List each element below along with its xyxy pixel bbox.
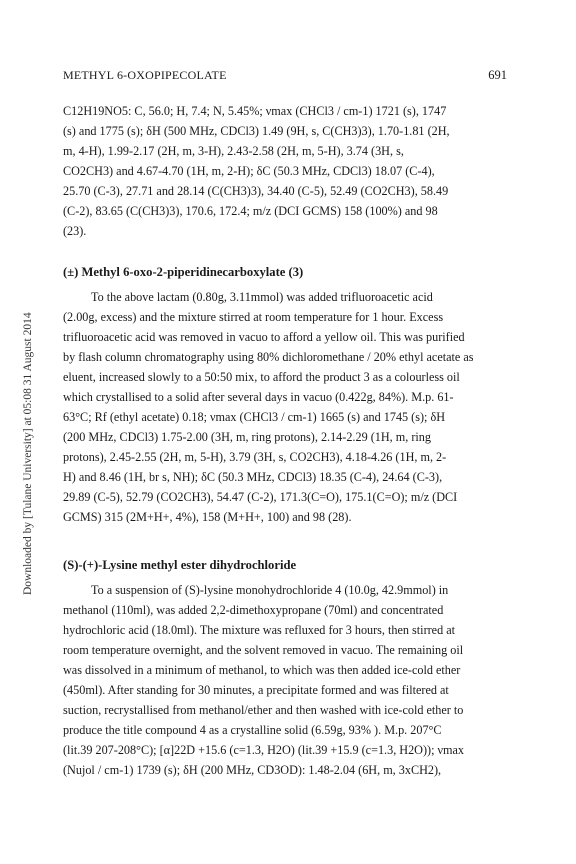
text-line: 29.89 (C-5), 52.79 (CO2CH3), 54.47 (C-2), 171.3(C=O), 175.1(C=O); m/z (DCI: [63, 490, 458, 504]
text-line: To the above lactam (0.80g, 3.11mmol) was added trifluoroacetic acid: [91, 290, 433, 304]
text-line: suction, recrystallised from methanol/ether and then washed with ice-cold ether to: [63, 703, 464, 717]
text-line: 63°C; Rf (ethyl acetate) 0.18; νmax (CHCl3 / cm-1) 1665 (s) and 1745 (s); δH: [63, 410, 446, 424]
text-line: To a suspension of (S)-lysine monohydrochloride 4 (10.0g, 42.9mmol) in: [91, 583, 449, 597]
procedure-paragraph-1: [63, 287, 507, 527]
text-line: H) and 8.46 (1H, br s, NH); δC (50.3 MHz, CDCl3) 18.35 (C-4), 24.64 (C-3),: [63, 470, 443, 484]
text-line: (Nujol / cm-1) 1739 (s); δH (200 MHz, CD3OD): 1.48-2.04 (6H, m, 3xCH2),: [63, 763, 442, 777]
text-line: 25.70 (C-3), 27.71 and 28.14 (C(CH3)3), 34.40 (C-5), 52.49 (CO2CH3), 58.49: [63, 184, 449, 198]
download-watermark: Downloaded by [Tulane University] at 05:08 31 August 2014: [22, 312, 34, 595]
text-line: was dissolved in a minimum of methanol, to which was then added ice-cold ether: [63, 663, 461, 677]
text-line: (23).: [63, 224, 87, 238]
text-line: GCMS) 315 (2M+H+, 4%), 158 (M+H+, 100) and 98 (28).: [63, 510, 352, 524]
text-line: protons), 2.45-2.55 (2H, m, 5-H), 3.79 (3H, s, CO2CH3), 4.18-4.26 (1H, m, 2-: [63, 450, 447, 464]
text-line: produce the title compound 4 as a crystalline solid (6.59g, 93% ). M.p. 207°C: [63, 723, 442, 737]
text-line: (200 MHz, CDCl3) 1.75-2.00 (3H, m, ring protons), 2.14-2.29 (1H, m, ring: [63, 430, 431, 444]
text-line: (C-2), 83.65 (C(CH3)3), 170.6, 172.4; m/z (DCI GCMS) 158 (100%) and 98: [63, 204, 438, 218]
text-line: C12H19NO5: C, 56.0; H, 7.4; N, 5.45%; νmax (CHCl3 / cm-1) 1721 (s), 1747: [63, 104, 447, 118]
text-line: (lit.39 207-208°C); [α]22D +15.6 (c=1.3, H2O) (lit.39 +15.9 (c=1.3, H2O)); νmax: [63, 743, 465, 757]
text-line: eluent, increased slowly to a 50:50 mix, to afford the product 3 as a colourless oil: [63, 370, 460, 384]
text-line: (450ml). After standing for 30 minutes, a precipitate formed and was filtered at: [63, 683, 449, 697]
text-line: by flash column chromatography using 80% dichloromethane / 20% ethyl acetate as: [63, 350, 474, 364]
text-line: CO2CH3) and 4.67-4.70 (1H, m, 2-H); δC (50.3 MHz, CDCl3) 18.07 (C-4),: [63, 164, 435, 178]
text-line: (2.00g, excess) and the mixture stirred at room temperature for 1 hour. Excess: [63, 310, 444, 324]
text-line: hydrochloric acid (18.0ml). The mixture was refluxed for 3 hours, then stirred at: [63, 623, 456, 637]
text-line: room temperature overnight, and the solvent removed in vacuo. The remaining oil: [63, 643, 464, 657]
text-line: trifluoroacetic acid was removed in vacuo to afford a yellow oil. This was purified: [63, 330, 465, 344]
section-heading-methyl-oxopiperidinecarboxylate: (±) Methyl 6-oxo-2-piperidinecarboxylate (3): [63, 265, 304, 279]
running-head: METHYL 6-OXOPIPECOLATE: [63, 68, 227, 82]
characterization-data-continued: [63, 101, 507, 241]
text-line: m, 4-H), 1.99-2.17 (2H, m, 3-H), 2.43-2.58 (2H, m, 5-H), 3.74 (3H, s,: [63, 144, 404, 158]
section-heading-lysine-methyl-ester: (S)-(+)-Lysine methyl ester dihydrochloride: [63, 558, 297, 572]
page-number: 691: [488, 68, 507, 82]
text-line: methanol (110ml), was added 2,2-dimethoxypropane (70ml) and concentrated: [63, 603, 444, 617]
procedure-paragraph-2: [63, 580, 507, 780]
text-line: (s) and 1775 (s); δH (500 MHz, CDCl3) 1.49 (9H, s, C(CH3)3), 1.70-1.81 (2H,: [63, 124, 450, 138]
page-header: [63, 68, 507, 86]
text-line: which crystallised to a solid after several days in vacuo (0.422g, 84%). M.p. 61-: [63, 390, 454, 404]
